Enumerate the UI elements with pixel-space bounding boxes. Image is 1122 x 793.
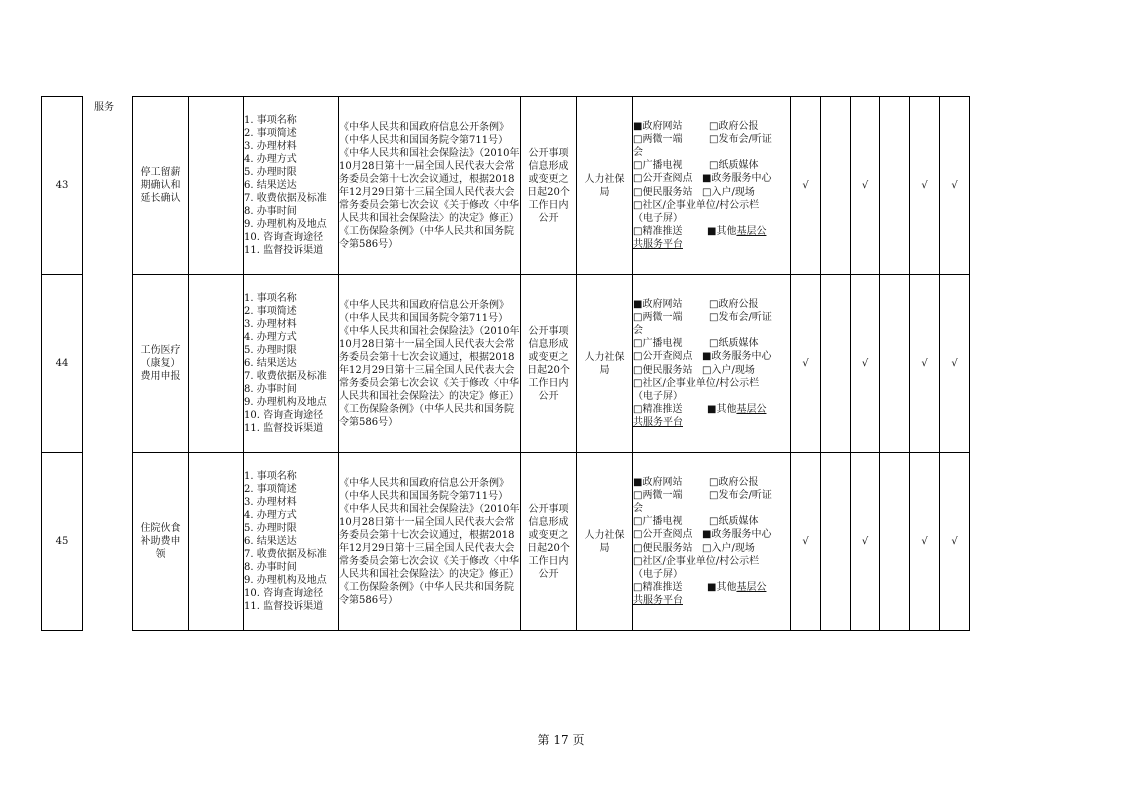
- item-name: [133, 97, 189, 275]
- channel-option: □政府公报: [709, 298, 759, 310]
- check-cell: √: [791, 453, 821, 631]
- content-item: 6. 结果送达: [244, 358, 297, 369]
- content-item: 7. 收费依据及标准: [244, 193, 327, 204]
- channel-option: ■政务服务中心: [702, 351, 772, 363]
- time-line: 公开: [538, 390, 559, 402]
- content-item: 2. 事项简述: [244, 484, 297, 495]
- channel-option: ■政府网站: [633, 476, 683, 488]
- channel-option: □广播电视: [633, 160, 683, 172]
- content-item: 8. 办事时间: [244, 384, 297, 395]
- item-name-line: 住院伙食: [140, 523, 181, 534]
- check-cell: √: [940, 453, 970, 631]
- check-cell: √: [910, 453, 940, 631]
- channel-line: [633, 133, 790, 146]
- disclosure-subject: [577, 97, 633, 275]
- sub-item-cell: [189, 453, 244, 631]
- channel-line: [633, 489, 790, 502]
- disclosure-time: [521, 97, 577, 275]
- channel-option: ■政务服务中心: [702, 173, 772, 185]
- category-cell: [83, 97, 133, 275]
- check-cell: [821, 275, 851, 453]
- channel-line: [633, 568, 790, 581]
- content-item: 10. 咨询查询途径: [244, 410, 324, 421]
- disclosure-table: [41, 96, 970, 631]
- channel-option: □广播电视: [633, 338, 683, 350]
- time-line: 公开事项: [528, 325, 569, 337]
- channel-option: □精准推送: [633, 582, 683, 594]
- channel-option: ■政务服务中心: [702, 529, 772, 541]
- disclosure-channels: [633, 453, 791, 631]
- channel-option: □社区/企事业单位/村公示栏: [633, 555, 760, 567]
- channel-line: [633, 594, 790, 607]
- time-line: 或变更之: [528, 529, 569, 541]
- time-line: 日起20个: [527, 364, 570, 376]
- sub-item-cell: [189, 275, 244, 453]
- channel-line: [633, 364, 790, 377]
- channel-option: □公开查阅点: [633, 351, 693, 363]
- channel-line: [633, 476, 790, 489]
- channel-option: 共服务平台: [633, 417, 683, 429]
- subject-line: 局: [599, 542, 610, 554]
- channel-line: [633, 199, 790, 212]
- channel-option: □两微一端: [633, 311, 683, 323]
- check-cell: √: [910, 97, 940, 275]
- channel-line: [633, 298, 790, 311]
- content-item: 7. 收费依据及标准: [244, 549, 327, 560]
- channel-line: [633, 212, 790, 225]
- channel-line: [633, 581, 790, 594]
- disclosure-channels: [633, 275, 791, 453]
- channel-line: [633, 403, 790, 416]
- basis-text: 《工伤保险条例》（中华人民共和国务院令第586号）: [339, 581, 514, 606]
- channel-option: □政府公报: [709, 120, 759, 132]
- subject-line: 人力社保: [584, 529, 625, 541]
- check-cell: [821, 97, 851, 275]
- content-item: 4. 办理方式: [244, 510, 297, 521]
- channel-option: □精准推送: [633, 226, 683, 238]
- channel-option: （电子屏）: [633, 390, 683, 402]
- channel-option: □便民服务站: [633, 364, 693, 376]
- time-line: 公开: [538, 212, 559, 224]
- channel-line: [633, 528, 790, 541]
- time-line: 信息形成: [528, 338, 569, 350]
- check-cell: √: [910, 275, 940, 453]
- basis-text: 《工伤保险条例》（中华人民共和国务院令第586号）: [339, 403, 514, 428]
- item-name-line: 领: [155, 549, 166, 560]
- check-cell: √: [851, 275, 880, 453]
- content-item: 10. 咨询查询途径: [244, 588, 324, 599]
- page-number: 第 17 页: [537, 733, 585, 747]
- channel-option: □便民服务站: [633, 186, 693, 198]
- channel-option: □公开查阅点: [633, 529, 693, 541]
- category-cell: [83, 275, 133, 453]
- time-line: 公开事项: [528, 147, 569, 159]
- item-name-line: 工伤医疗: [140, 345, 181, 356]
- table-row: [42, 97, 970, 275]
- check-cell: √: [940, 97, 970, 275]
- content-item: 9. 办理机构及地点: [244, 219, 327, 230]
- content-item: 5. 办理时限: [244, 523, 297, 534]
- time-line: 工作日内: [528, 199, 569, 211]
- content-item: 5. 办理时限: [244, 167, 297, 178]
- time-line: 或变更之: [528, 351, 569, 363]
- channel-line: [633, 172, 790, 185]
- basis-text: 《工伤保险条例》（中华人民共和国务院令第586号）: [339, 225, 514, 250]
- disclosure-basis: [339, 97, 521, 275]
- check-cell: √: [851, 97, 880, 275]
- row-number: 45: [42, 453, 83, 631]
- category-label: 服务: [94, 102, 114, 113]
- channel-option: ■其他: [707, 226, 737, 238]
- subject-line: 人力社保: [584, 173, 625, 185]
- channel-option: （电子屏）: [633, 568, 683, 580]
- basis-text: 《中华人民共和国社会保险法》（2010年10月28日第十一届全国人民代表大会常务委员会第十七次会议通过，根据2018年12月29日第十三届全国人民代表大会常务委员会第七次会议《关于修改〈中华人民共和国社会保险法〉的决定》修正）: [339, 325, 520, 402]
- channel-option: （电子屏）: [633, 212, 683, 224]
- disclosure-content: [244, 453, 339, 631]
- item-name: [133, 275, 189, 453]
- content-item: 6. 结果送达: [244, 180, 297, 191]
- channel-line: [633, 120, 790, 133]
- check-cell: [880, 453, 910, 631]
- table-row: [42, 453, 970, 631]
- check-cell: √: [791, 275, 821, 453]
- check-cell: √: [791, 97, 821, 275]
- sub-item-cell: [189, 97, 244, 275]
- channel-line: [633, 502, 790, 515]
- channel-option: □精准推送: [633, 404, 683, 416]
- subject-line: 人力社保: [584, 351, 625, 363]
- subject-line: 局: [599, 364, 610, 376]
- channel-option: ■其他: [707, 404, 737, 416]
- content-item: 8. 办事时间: [244, 206, 297, 217]
- channel-line: [633, 146, 790, 159]
- channel-line: [633, 186, 790, 199]
- time-line: 工作日内: [528, 555, 569, 567]
- channel-line: [633, 311, 790, 324]
- channel-option: 基层公: [736, 582, 767, 594]
- content-item: 10. 咨询查询途径: [244, 232, 324, 243]
- content-item: 3. 办理材料: [244, 497, 297, 508]
- disclosure-channels: [633, 97, 791, 275]
- check-cell: √: [851, 453, 880, 631]
- channel-line: [633, 515, 790, 528]
- channel-option: ■政府网站: [633, 298, 683, 310]
- content-item: 1. 事项名称: [244, 293, 297, 304]
- channel-option: □纸质媒体: [709, 516, 759, 528]
- channel-line: [633, 377, 790, 390]
- channel-option: 基层公: [736, 226, 767, 238]
- item-name-line: （康复）: [140, 358, 181, 369]
- time-line: 工作日内: [528, 377, 569, 389]
- content-item: 8. 办事时间: [244, 562, 297, 573]
- basis-text: 《中华人民共和国政府信息公开条例》（中华人民共和国国务院令第711号）: [339, 299, 509, 324]
- disclosure-time: [521, 453, 577, 631]
- content-item: 1. 事项名称: [244, 471, 297, 482]
- content-item: 2. 事项简述: [244, 306, 297, 317]
- content-item: 1. 事项名称: [244, 115, 297, 126]
- channel-option: □发布会/听证: [709, 311, 772, 323]
- time-line: 日起20个: [527, 186, 570, 198]
- basis-text: 《中华人民共和国政府信息公开条例》（中华人民共和国国务院令第711号）: [339, 477, 509, 502]
- time-line: 信息形成: [528, 516, 569, 528]
- channel-option: □公开查阅点: [633, 173, 693, 185]
- disclosure-subject: [577, 453, 633, 631]
- channel-option: 基层公: [736, 404, 767, 416]
- channel-line: [633, 350, 790, 363]
- channel-line: [633, 555, 790, 568]
- check-cell: [880, 97, 910, 275]
- channel-option: 会: [633, 146, 643, 158]
- channel-line: [633, 324, 790, 337]
- disclosure-subject: [577, 275, 633, 453]
- channel-option: □入户/现场: [702, 186, 755, 198]
- time-line: 信息形成: [528, 160, 569, 172]
- channel-option: □两微一端: [633, 489, 683, 501]
- channel-line: [633, 542, 790, 555]
- time-line: 或变更之: [528, 173, 569, 185]
- time-line: 日起20个: [527, 542, 570, 554]
- content-item: 11. 监督投诉渠道: [244, 423, 324, 434]
- disclosure-basis: [339, 453, 521, 631]
- check-cell: [821, 453, 851, 631]
- check-cell: [880, 275, 910, 453]
- item-name-line: 补助费申: [140, 536, 181, 547]
- content-item: 7. 收费依据及标准: [244, 371, 327, 382]
- content-item: 9. 办理机构及地点: [244, 397, 327, 408]
- content-item: 11. 监督投诉渠道: [244, 601, 324, 612]
- channel-option: □两微一端: [633, 133, 683, 145]
- channel-line: [633, 238, 790, 251]
- content-item: 6. 结果送达: [244, 536, 297, 547]
- content-item: 2. 事项简述: [244, 128, 297, 139]
- channel-option: □政府公报: [709, 476, 759, 488]
- disclosure-time: [521, 275, 577, 453]
- channel-line: [633, 159, 790, 172]
- channel-option: 会: [633, 502, 643, 514]
- content-item: 4. 办理方式: [244, 154, 297, 165]
- content-item: 4. 办理方式: [244, 332, 297, 343]
- channel-line: [633, 337, 790, 350]
- channel-line: [633, 416, 790, 429]
- content-item: 3. 办理材料: [244, 319, 297, 330]
- channel-option: □便民服务站: [633, 542, 693, 554]
- channel-line: [633, 225, 790, 238]
- channel-line: [633, 390, 790, 403]
- channel-option: ■其他: [707, 582, 737, 594]
- check-cell: √: [940, 275, 970, 453]
- item-name: [133, 453, 189, 631]
- channel-option: 共服务平台: [633, 239, 683, 251]
- disclosure-basis: [339, 275, 521, 453]
- content-item: 3. 办理材料: [244, 141, 297, 152]
- basis-text: 《中华人民共和国社会保险法》（2010年10月28日第十一届全国人民代表大会常务委员会第十七次会议通过，根据2018年12月29日第十三届全国人民代表大会常务委员会第七次会议《关于修改〈中华人民共和国社会保险法〉的决定》修正）: [339, 503, 520, 580]
- category-cell: [83, 453, 133, 631]
- basis-text: 《中华人民共和国社会保险法》（2010年10月28日第十一届全国人民代表大会常务委员会第十七次会议通过，根据2018年12月29日第十三届全国人民代表大会常务委员会第七次会议《关于修改〈中华人民共和国社会保险法〉的决定》修正）: [339, 147, 520, 224]
- channel-option: □发布会/听证: [709, 489, 772, 501]
- channel-option: □入户/现场: [702, 364, 755, 376]
- channel-option: □入户/现场: [702, 542, 755, 554]
- disclosure-content: [244, 275, 339, 453]
- channel-option: 共服务平台: [633, 595, 683, 607]
- item-name-line: 费用申报: [140, 371, 181, 382]
- channel-option: □社区/企事业单位/村公示栏: [633, 377, 760, 389]
- row-number: 43: [42, 97, 83, 275]
- time-line: 公开事项: [528, 503, 569, 515]
- channel-option: □纸质媒体: [709, 160, 759, 172]
- content-item: 9. 办理机构及地点: [244, 575, 327, 586]
- item-name-line: 期确认和: [140, 180, 181, 191]
- channel-option: □社区/企事业单位/村公示栏: [633, 199, 760, 211]
- basis-text: 《中华人民共和国政府信息公开条例》（中华人民共和国国务院令第711号）: [339, 121, 509, 146]
- table-row: [42, 275, 970, 453]
- disclosure-content: [244, 97, 339, 275]
- channel-option: 会: [633, 324, 643, 336]
- item-name-line: 延长确认: [140, 193, 181, 204]
- subject-line: 局: [599, 186, 610, 198]
- row-number: 44: [42, 275, 83, 453]
- item-name-line: 停工留薪: [140, 167, 181, 178]
- content-item: 5. 办理时限: [244, 345, 297, 356]
- channel-option: □纸质媒体: [709, 338, 759, 350]
- time-line: 公开: [538, 568, 559, 580]
- channel-option: □广播电视: [633, 516, 683, 528]
- channel-option: ■政府网站: [633, 120, 683, 132]
- content-item: 11. 监督投诉渠道: [244, 245, 324, 256]
- channel-option: □发布会/听证: [709, 133, 772, 145]
